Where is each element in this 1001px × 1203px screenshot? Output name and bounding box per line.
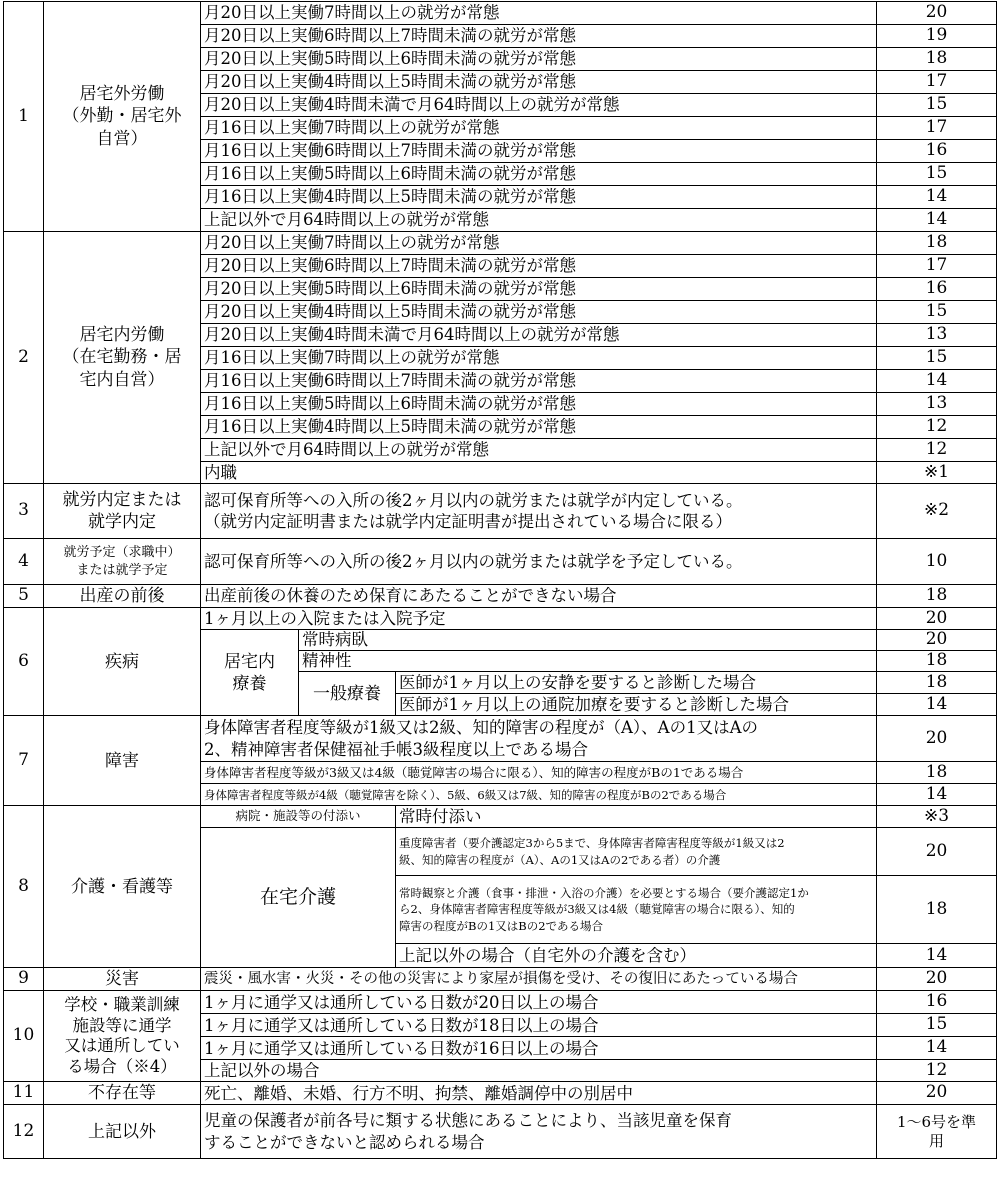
- row-1-item-text: 月20日以上実働4時間以上5時間未満の就労が常態: [201, 71, 877, 94]
- row-1-item-text: 月16日以上実働6時間以上7時間未満の就労が常態: [201, 140, 877, 163]
- row-1-item-points: 18: [877, 48, 997, 71]
- row-2-number: 2: [4, 232, 44, 484]
- row-1-item-points: 16: [877, 140, 997, 163]
- row-1-item-points: 17: [877, 71, 997, 94]
- row-7-item-points: 14: [877, 784, 997, 806]
- row-6-outpatient-points: 14: [877, 694, 997, 716]
- row-11-points: 20: [877, 1082, 997, 1105]
- row-11-text: 死亡、離婚、未婚、行方不明、拘禁、離婚調停中の別居中: [201, 1082, 877, 1105]
- row-8-item-text: 重度障害者（要介護認定3から5まで、身体障害者障害程度等級が1級又は2 級、知的障害の程度が（A）、Aの1又はAの2である者）の介護: [396, 828, 877, 876]
- criteria-table: [3, 1, 997, 1159]
- row-6-rest-points: 18: [877, 672, 997, 694]
- row-10-item-points: 16: [877, 991, 997, 1014]
- row-7-item-points: 18: [877, 762, 997, 784]
- row-5-number: 5: [4, 585, 44, 608]
- row-2-item-text: 月20日以上実働7時間以上の就労が常態: [201, 232, 877, 255]
- row-8-item-text: 上記以外の場合（自宅外の介護を含む）: [396, 944, 877, 968]
- row-11-number: 11: [4, 1082, 44, 1105]
- row-2-item-points: 14: [877, 370, 997, 393]
- row-2-item-text: 月20日以上実働5時間以上6時間未満の就労が常態: [201, 278, 877, 301]
- row-2-item-text: 月16日以上実働4時間以上5時間未満の就労が常態: [201, 416, 877, 439]
- row-10-item-points: 14: [877, 1037, 997, 1060]
- row-1-item-points: 20: [877, 2, 997, 25]
- row-2-item-text: 月16日以上実働5時間以上6時間未満の就労が常態: [201, 393, 877, 416]
- row-7-number: 7: [4, 716, 44, 806]
- row-2-item-points: 13: [877, 324, 997, 347]
- row-7-item-text: 身体障害者程度等級が4級（聴覚障害を除く）、5級、6級又は7級、知的障害の程度がBの2である場合: [201, 784, 877, 806]
- row-1-item-1: [4, 2, 997, 25]
- row-8-home-label: 在宅介護: [201, 828, 396, 968]
- row-8-hospital-label: 病院・施設等の付添い: [201, 806, 396, 828]
- row-10-item-1: [4, 991, 997, 1014]
- row-8-hospital-text: 常時付添い: [396, 806, 877, 828]
- row-7-item-text: 身体障害者程度等級が1級又は2級、知的障害の程度が（A）、Aの1又はAの 2、精神障害者保健福祉手帳3級程度以上である場合: [201, 716, 877, 762]
- row-9: [4, 968, 997, 991]
- row-4-text: 認可保育所等への入所の後2ヶ月以内の就労または就学を予定している。: [201, 539, 877, 585]
- row-10-category: 学校・職業訓練 施設等に通学 又は通所してい る場合（※4）: [44, 991, 201, 1082]
- row-1-item-points: 15: [877, 94, 997, 117]
- row-10-item-text: 1ヶ月に通学又は通所している日数が18日以上の場合: [201, 1014, 877, 1037]
- row-8-hospital: [4, 806, 997, 828]
- row-12-text: 児童の保護者が前各号に類する状態にあることにより、当該児童を保育 することができないと認められる場合: [201, 1105, 877, 1159]
- row-2-item-text: 上記以外で月64時間以上の就労が常態: [201, 439, 877, 462]
- row-2-item-text: 内職: [201, 462, 877, 484]
- row-3-text: 認可保育所等への入所の後2ヶ月以内の就労または就学が内定している。 （就労内定証明書または就学内定証明書が提出されている場合に限る）: [201, 484, 877, 539]
- row-2-category: 居宅内労働 （在宅勤務・居 宅内自営）: [44, 232, 201, 484]
- row-6-hospital-text: 1ヶ月以上の入院または入院予定: [201, 608, 877, 630]
- row-8-category: 介護・看護等: [44, 806, 201, 968]
- row-3: [4, 484, 997, 539]
- row-1-item-points: 14: [877, 186, 997, 209]
- row-6-outpatient-text: 医師が1ヶ月以上の通院加療を要すると診断した場合: [396, 694, 877, 716]
- row-7-item-1: [4, 716, 997, 762]
- row-2-item-points: 15: [877, 347, 997, 370]
- row-6-mental-text: 精神性: [299, 651, 877, 672]
- row-6-mental-points: 18: [877, 651, 997, 672]
- row-1-item-points: 14: [877, 209, 997, 232]
- row-5-text: 出産前後の休養のため保育にあたることができない場合: [201, 585, 877, 608]
- row-6-general-label: 一般療養: [299, 672, 396, 716]
- row-2-item-points: 15: [877, 301, 997, 324]
- row-8-hospital-points: ※3: [877, 806, 997, 828]
- row-4-category: 就労予定（求職中） または就学予定: [44, 539, 201, 585]
- row-6-number: 6: [4, 608, 44, 716]
- row-2-item-text: 月20日以上実働6時間以上7時間未満の就労が常態: [201, 255, 877, 278]
- row-10-item-text: 1ヶ月に通学又は通所している日数が20日以上の場合: [201, 991, 877, 1014]
- row-10-item-points: 12: [877, 1060, 997, 1082]
- row-1-item-text: 月20日以上実働7時間以上の就労が常態: [201, 2, 877, 25]
- row-12-number: 12: [4, 1105, 44, 1159]
- row-6-rest-text: 医師が1ヶ月以上の安静を要すると診断した場合: [396, 672, 877, 694]
- row-1-item-text: 月20日以上実働6時間以上7時間未満の就労が常態: [201, 25, 877, 48]
- row-6-category: 疾病: [44, 608, 201, 716]
- row-1-item-points: 17: [877, 117, 997, 140]
- row-10-item-text: 上記以外の場合: [201, 1060, 877, 1082]
- row-9-category: 災害: [44, 968, 201, 991]
- row-2-item-text: 月20日以上実働4時間以上5時間未満の就労が常態: [201, 301, 877, 324]
- row-2-item-text: 月16日以上実働6時間以上7時間未満の就労が常態: [201, 370, 877, 393]
- row-6-hospital: [4, 608, 997, 630]
- row-11: [4, 1082, 997, 1105]
- row-6-bedridden-points: 20: [877, 630, 997, 651]
- row-12-points: 1～6号を準 用: [877, 1105, 997, 1159]
- row-6-hospital-points: 20: [877, 608, 997, 630]
- row-4-points: 10: [877, 539, 997, 585]
- row-9-number: 9: [4, 968, 44, 991]
- row-4-number: 4: [4, 539, 44, 585]
- row-2-item-points: 18: [877, 232, 997, 255]
- row-1-category: 居宅外労働 （外勤・居宅外 自営）: [44, 2, 201, 232]
- row-2-item-points: 12: [877, 416, 997, 439]
- row-1-item-text: 月16日以上実働5時間以上6時間未満の就労が常態: [201, 163, 877, 186]
- row-1-item-points: 15: [877, 163, 997, 186]
- row-3-points: ※2: [877, 484, 997, 539]
- row-2-item-points: 12: [877, 439, 997, 462]
- row-12: [4, 1105, 997, 1159]
- row-8-item-points: 18: [877, 876, 997, 944]
- row-2-item-1: [4, 232, 997, 255]
- row-7-item-text: 身体障害者程度等級が3級又は4級（聴覚障害の場合に限る）、知的障害の程度がBの1である場合: [201, 762, 877, 784]
- row-8-number: 8: [4, 806, 44, 968]
- row-5: [4, 585, 997, 608]
- row-3-number: 3: [4, 484, 44, 539]
- row-8-item-text: 常時観察と介護（食事・排泄・入浴の介護）を必要とする場合（要介護認定1か ら2、身体障害者障害程度等級が3級又は4級（聴覚障害の場合に限る）、知的 障害の程度がBの1又はBの2である場合: [396, 876, 877, 944]
- row-2-item-points: 17: [877, 255, 997, 278]
- row-2-item-points: 16: [877, 278, 997, 301]
- row-2-item-points: 13: [877, 393, 997, 416]
- row-6-bedridden-text: 常時病臥: [299, 630, 877, 651]
- row-10-number: 10: [4, 991, 44, 1082]
- row-1-item-points: 19: [877, 25, 997, 48]
- row-1-item-text: 月20日以上実働5時間以上6時間未満の就労が常態: [201, 48, 877, 71]
- row-1-item-text: 月16日以上実働4時間以上5時間未満の就労が常態: [201, 186, 877, 209]
- row-2-item-text: 月20日以上実働4時間未満で月64時間以上の就労が常態: [201, 324, 877, 347]
- row-2-item-points: ※1: [877, 462, 997, 484]
- row-9-points: 20: [877, 968, 997, 991]
- criteria-sheet: [3, 1, 996, 1200]
- row-8-item-points: 14: [877, 944, 997, 968]
- row-5-category: 出産の前後: [44, 585, 201, 608]
- row-11-category: 不存在等: [44, 1082, 201, 1105]
- row-7-item-points: 20: [877, 716, 997, 762]
- row-9-text: 震災・風水害・火災・その他の災害により家屋が損傷を受け、その復旧にあたっている場合: [201, 968, 877, 991]
- row-5-points: 18: [877, 585, 997, 608]
- row-4: [4, 539, 997, 585]
- row-6-home-label: 居宅内 療養: [201, 630, 299, 716]
- row-1-item-text: 上記以外で月64時間以上の就労が常態: [201, 209, 877, 232]
- row-10-item-text: 1ヶ月に通学又は通所している日数が16日以上の場合: [201, 1037, 877, 1060]
- row-10-item-points: 15: [877, 1014, 997, 1037]
- row-3-category: 就労内定または 就学内定: [44, 484, 201, 539]
- row-7-category: 障害: [44, 716, 201, 806]
- row-8-item-points: 20: [877, 828, 997, 876]
- row-2-item-text: 月16日以上実働7時間以上の就労が常態: [201, 347, 877, 370]
- row-1-item-text: 月20日以上実働4時間未満で月64時間以上の就労が常態: [201, 94, 877, 117]
- row-1-number: 1: [4, 2, 44, 232]
- row-12-category: 上記以外: [44, 1105, 201, 1159]
- row-1-item-text: 月16日以上実働7時間以上の就労が常態: [201, 117, 877, 140]
